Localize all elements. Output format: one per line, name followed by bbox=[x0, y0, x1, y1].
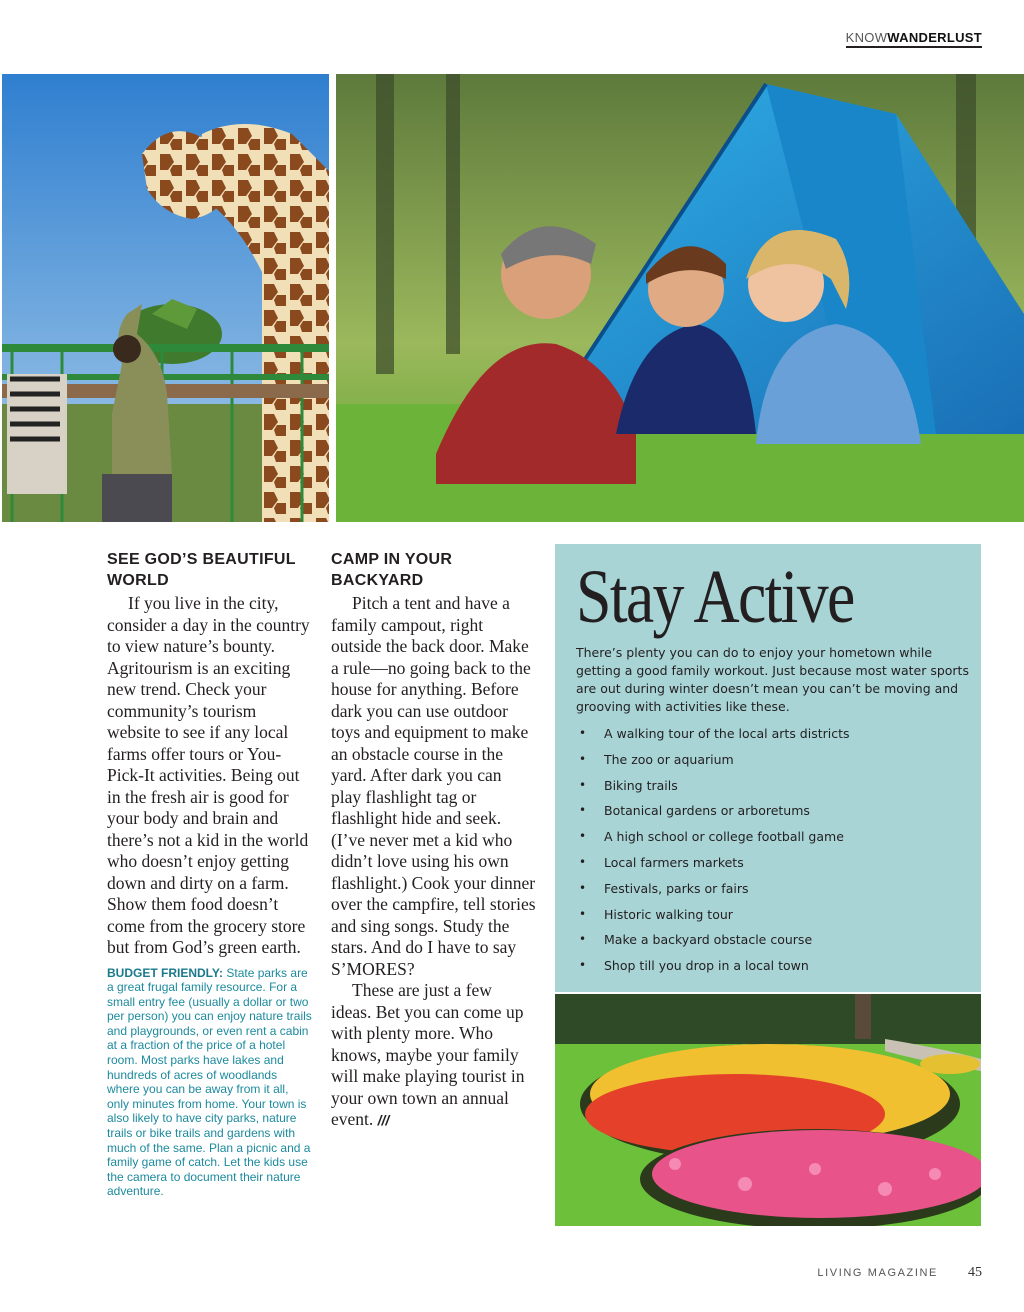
activity-label: Biking trails bbox=[604, 777, 678, 793]
activity-label: Make a backyard obstacle course bbox=[604, 932, 813, 948]
budget-text: State parks are a great frugal family resource. For a small entry fee (usually a dollar or two per person) you can enjoy nature trails and playgrounds, or even rent a cabin at a fraction of the price of a hotel room. Most parks have lakes and hundreds of acres of woodlands where you can be away from it all, only minutes from home. Your town is also likely to have city parks, nature trails or bike trails and gardens with much of the same. Plan a picnic and a family game of catch. Let the kids use the camera to document their nature adventure. bbox=[107, 965, 312, 1199]
header-part2: WANDERLUST bbox=[887, 30, 982, 45]
header-part1: KNOW bbox=[845, 30, 888, 45]
body-camp-backyard-2-text: These are just a few ideas. Bet you can come up with plenty more. Who knows, maybe your family will make playing tourist in your own town an annual event. bbox=[331, 980, 525, 1129]
heading-camp-backyard: CAMP IN YOUR BACKYARD bbox=[331, 551, 453, 589]
activity-list-item bbox=[576, 876, 971, 902]
activity-label: The zoo or aquarium bbox=[604, 751, 734, 767]
activity-label: Local farmers markets bbox=[604, 854, 744, 870]
section-header bbox=[846, 30, 982, 48]
bullet-icon: • bbox=[579, 932, 587, 947]
bullet-icon: • bbox=[579, 958, 587, 973]
bullet-icon: • bbox=[579, 880, 587, 895]
activity-list-item bbox=[576, 902, 971, 928]
bullet-icon: • bbox=[579, 854, 587, 869]
activity-label: Festivals, parks or fairs bbox=[604, 880, 749, 896]
activity-list-item bbox=[576, 773, 971, 799]
end-mark: /// bbox=[377, 1112, 390, 1128]
camping-photo bbox=[336, 74, 1024, 522]
activity-list-item bbox=[576, 798, 971, 824]
activity-list-item bbox=[576, 747, 971, 773]
page-number: 45 bbox=[968, 1265, 982, 1280]
sidebar-title: Stay Active bbox=[576, 555, 854, 639]
bullet-icon: • bbox=[579, 803, 587, 818]
garden-photo bbox=[555, 994, 981, 1226]
activity-label: Historic walking tour bbox=[604, 906, 733, 922]
bullet-icon: • bbox=[579, 829, 587, 844]
activity-list bbox=[576, 721, 971, 979]
bullet-icon: • bbox=[579, 751, 587, 766]
activity-list-item bbox=[576, 953, 971, 979]
sidebar-intro: There’s plenty you can do to enjoy your hometown while getting a good family workout. Just because most water sports are out during winter doesn’t mean you can’t be moving and grooving with activities like these. bbox=[576, 645, 969, 714]
activity-list-item bbox=[576, 721, 971, 747]
magazine-name: LIVING MAGAZINE bbox=[817, 1267, 938, 1279]
bullet-icon: • bbox=[579, 726, 587, 740]
activity-list-item bbox=[576, 824, 971, 850]
activity-label: A high school or college football game bbox=[604, 829, 844, 845]
activity-label: Shop till you drop in a local town bbox=[604, 958, 809, 974]
column-see-gods-world bbox=[107, 549, 312, 1199]
giraffe-photo bbox=[2, 74, 329, 522]
page-footer bbox=[817, 1265, 982, 1281]
body-camp-backyard-2 bbox=[331, 980, 536, 1132]
activity-label: A walking tour of the local arts districts bbox=[604, 726, 850, 741]
heading-see-gods-world: SEE GOD’S BEAUTIFUL WORLD bbox=[107, 551, 296, 589]
activity-list-item bbox=[576, 927, 971, 953]
body-camp-backyard-1: Pitch a tent and have a family campout, right outside the back door. Make a rule—no going back to the house for anything. Before dark you can use outdoor toys and equipment to make an obstacle course in the yard. After dark you can play flashlight tag or flashlight hide and seek. (I’ve never met a kid who didn’t love using his own flashlight.) Cook your dinner over the campfire, tell stories and sing songs. Study the stars. And do I have to say S’MORES? bbox=[331, 593, 536, 979]
bullet-icon: • bbox=[579, 906, 587, 921]
stay-active-sidebar bbox=[555, 544, 981, 992]
activity-list-item bbox=[576, 850, 971, 876]
body-see-gods-world: If you live in the city, consider a day in the country to view nature’s bounty. Agritourism is an exciting new trend. Check your community’s tourism website to see if any local farms offer tours or You-Pick-It activities. Being out in the fresh air is good for your body and brain and there’s not a kid in the world who doesn’t enjoy getting down and dirty on a farm. Show them food doesn’t come from the grocery store but from God’s green earth. bbox=[107, 593, 310, 957]
budget-friendly-note bbox=[107, 966, 312, 1200]
budget-label: BUDGET FRIENDLY: bbox=[107, 965, 224, 980]
column-camp-backyard bbox=[331, 549, 536, 1132]
bullet-icon: • bbox=[579, 777, 587, 792]
activity-label: Botanical gardens or arboretums bbox=[604, 803, 810, 819]
